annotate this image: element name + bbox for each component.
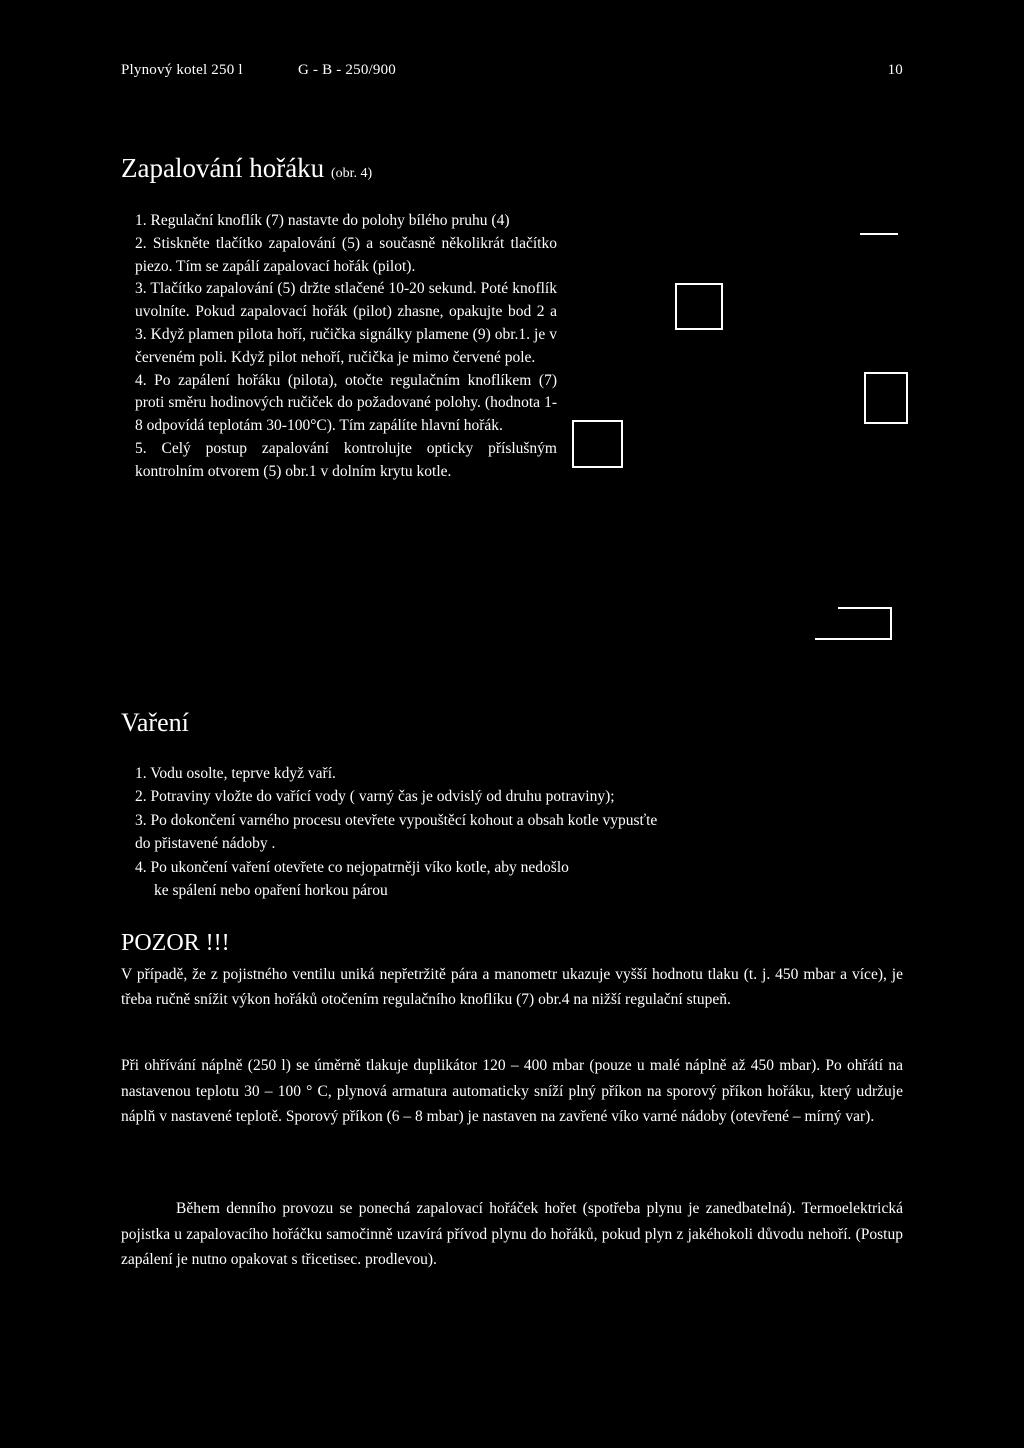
figure-line [860, 233, 898, 235]
paragraph-operation-text: Během denního provozu se ponechá zapalovací hořáček hořet (spotřeba plynu je zanedbatelná). Termoelektrická pojistka u zapalovacího hořáčku samočinně uzavírá přívod plynu do hořáků, pokud plyn z jakéhokoli důvodu nehoří. (Postup zapálení je nutno opakovat s třicetisec. prodlevou). [121, 1200, 903, 1269]
figure-box [572, 420, 623, 468]
cooking-list [135, 762, 905, 902]
ignition-step: 1. Regulační knoflík (7) nastavte do polohy bílého pruhu (4) [135, 212, 510, 229]
list-item: do přistavené nádoby . [135, 835, 276, 853]
ignition-step: 4. Po zapálení hořáku (pilota), otočte regulačním knoflíkem (7) proti směru hodinových ručiček do požadované polohy. (hodnota 1-8 odpovídá teplotám 30-100°C). Tím zapálíte hlavní hořák. [135, 371, 557, 435]
section-title-cooking: Vaření [121, 708, 189, 737]
paragraph-heating: Při ohřívání náplně (250 l) se úměrně tlakuje duplikátor 120 – 400 mbar (pouze u malé náplně až 450 mbar). Po ohřátí na nastavenou teplotu 30 – 100 ° C, plynová armatura automaticky sníží plný příkon na sporový příkon hořáku, který udržuje náplň v nastavené teplotě. Sporový příkon (6 – 8 mbar) je nastaven na zavřené víko varné nádoby (otevřené – mírný var). [121, 1057, 903, 1126]
section-title-ignition-text: Zapalování hořáku [121, 153, 325, 183]
list-item: 2. Potraviny vložte do vařící vody ( varný čas je odvislý od druhu potraviny); [135, 788, 615, 806]
ignition-step: 5. Celý postup zapalování kontrolujte opticky příslušným kontrolním otvorem (5) obr.1 v dolním krytu kotle. [135, 439, 557, 480]
page-number: 10 [887, 62, 903, 78]
figure-box [675, 283, 723, 330]
list-item: 4. Po ukončení vaření otevřete co nejopatrněji víko kotle, aby nedošlo [135, 858, 569, 876]
figure-reference: (obr. 4) [330, 166, 373, 181]
figure-line [838, 607, 892, 609]
list-item: ke spálení nebo opaření horkou párou [154, 882, 388, 900]
section-title-ignition [121, 153, 372, 184]
document-title: Plynový kotel 250 l [121, 62, 243, 78]
figure-line [888, 607, 892, 640]
model-code: G - B - 250/900 [298, 62, 396, 78]
warning-title: POZOR !!! [121, 930, 230, 956]
ignition-step: 3. Tlačítko zapalování (5) držte stlačené 10-20 sekund. Poté knoflík uvolníte. Pokud zapalovací hořák (pilot) zhasne, opakujte bod 2 a 3. Když plamen pilota hoří, ručička signálky plamene (9) obr.1. je v červeném poli. Když pilot nehoří, ručička je mimo červené pole. [135, 280, 557, 366]
figure-box [864, 372, 908, 424]
list-item: 1. Vodu osolte, teprve když vaří. [135, 765, 336, 782]
list-item: 3. Po dokončení varného procesu otevřete vypouštěcí kohout a obsah kotle vypusťte [135, 811, 658, 829]
warning-text: V případě, že z pojistného ventilu uniká nepřetržitě pára a manometr ukazuje vyšší hodnotu tlaku (t. j. 450 mbar a více), je třeba ručně snížit výkon hořáků otočením regulačního knoflíku (7) obr.4 na nižší regulační stupeň. [121, 966, 903, 1009]
figure-line [815, 638, 892, 640]
paragraph-operation [121, 1196, 903, 1273]
ignition-step: 2. Stiskněte tlačítko zapalování (5) a současně několikrát tlačítko piezo. Tím se zapálí zapalovací hořák (pilot). [135, 234, 557, 275]
ignition-steps [135, 210, 557, 484]
